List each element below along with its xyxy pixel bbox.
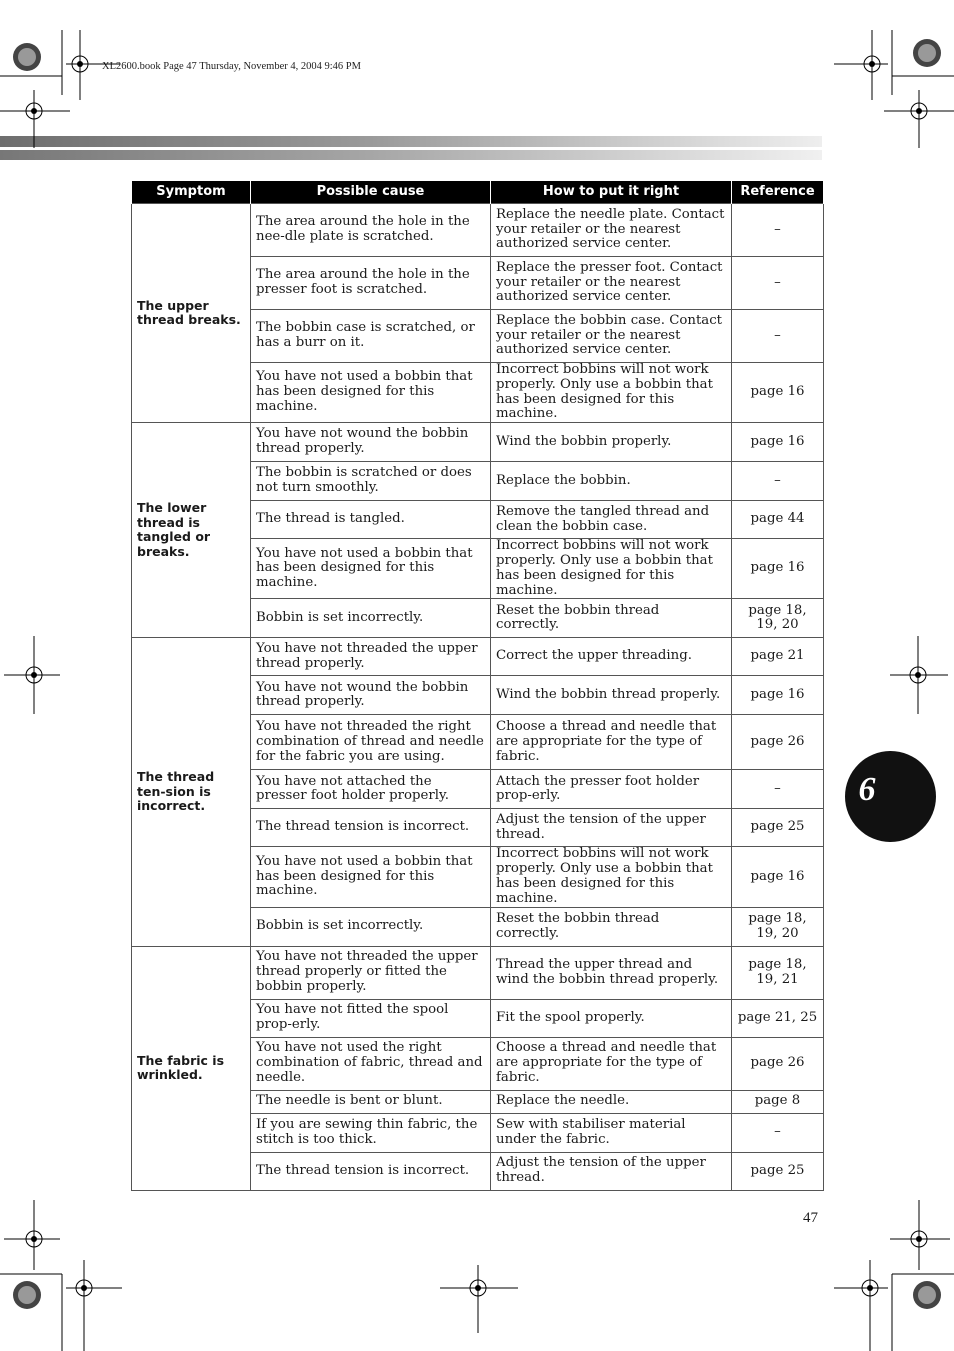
header-symptom: Symptom [132, 181, 251, 204]
reference-cell: – [732, 257, 824, 310]
table-row [132, 946, 824, 999]
cause-cell: The thread is tangled. [251, 501, 491, 539]
reference-cell: – [732, 462, 824, 501]
fix-cell: Replace the needle. [491, 1090, 732, 1113]
table-header-row [132, 181, 824, 204]
cause-cell: The area around the hole in the nee-dle plate is scratched. [251, 204, 491, 257]
cause-cell: You have not threaded the upper thread properly. [251, 638, 491, 676]
fix-cell: Incorrect bobbins will not work properly. Only use a bobbin that has been designed for this machine. [491, 847, 732, 907]
fix-cell: Adjust the tension of the upper thread. [491, 809, 732, 847]
fix-cell: Incorrect bobbins will not work properly. Only use a bobbin that has been designed for this machine. [491, 539, 732, 599]
reference-cell: page 21, 25 [732, 999, 824, 1037]
registration-mark-top-right [814, 30, 954, 160]
registration-mark-bottom-center [440, 1265, 520, 1335]
fix-cell: Attach the presser foot holder prop-erly. [491, 770, 732, 809]
fix-cell: Choose a thread and needle that are appropriate for the type of fabric. [491, 1037, 732, 1090]
fix-cell: Incorrect bobbins will not work properly. Only use a bobbin that has been designed for this machine. [491, 363, 732, 423]
symptom-upper-thread-breaks: The upper thread breaks. [132, 204, 251, 423]
registration-mark-bottom-left [0, 1200, 140, 1351]
cause-cell: You have not threaded the upper thread properly or fitted the bobbin properly. [251, 946, 491, 999]
cause-cell: The needle is bent or blunt. [251, 1090, 491, 1113]
reference-cell: page 8 [732, 1090, 824, 1113]
fix-cell: Fit the spool properly. [491, 999, 732, 1037]
fix-cell: Sew with stabiliser material under the fabric. [491, 1113, 732, 1152]
symptom-thread-tension-incorrect: The thread ten-sion is incorrect. [132, 638, 251, 946]
reference-cell: page 25 [732, 1152, 824, 1190]
reference-cell: page 18, 19, 20 [732, 907, 824, 946]
fix-cell: Wind the bobbin thread properly. [491, 676, 732, 715]
cause-cell: You have not used a bobbin that has been designed for this machine. [251, 539, 491, 599]
reference-cell: page 16 [732, 676, 824, 715]
cause-cell: You have not used the right combination of fabric, thread and needle. [251, 1037, 491, 1090]
fix-cell: Reset the bobbin thread correctly. [491, 599, 732, 638]
reference-cell: page 16 [732, 539, 824, 599]
registration-mark-top-left [0, 30, 140, 160]
cause-cell: Bobbin is set incorrectly. [251, 907, 491, 946]
fix-cell: Remove the tangled thread and clean the bobbin case. [491, 501, 732, 539]
header-reference: Reference [732, 181, 824, 204]
reference-cell: page 21 [732, 638, 824, 676]
fix-cell: Replace the bobbin case. Contact your retailer or the nearest authorized service center. [491, 310, 732, 363]
reference-cell: – [732, 310, 824, 363]
troubleshooting-table [131, 181, 824, 1191]
reference-cell: page 16 [732, 363, 824, 423]
print-header: XL2600.book Page 47 Thursday, November 4, 2004 9:46 PM [102, 61, 361, 72]
cause-cell: You have not used a bobbin that has been designed for this machine. [251, 847, 491, 907]
reference-cell: – [732, 1113, 824, 1152]
reference-cell: – [732, 204, 824, 257]
cause-cell: You have not used a bobbin that has been designed for this machine. [251, 363, 491, 423]
cause-cell: You have not threaded the right combination of thread and needle for the fabric you are using. [251, 715, 491, 770]
reference-cell: – [732, 770, 824, 809]
fix-cell: Reset the bobbin thread correctly. [491, 907, 732, 946]
fix-cell: Replace the bobbin. [491, 462, 732, 501]
fix-cell: Thread the upper thread and wind the bobbin thread properly. [491, 946, 732, 999]
cause-cell: You have not attached the presser foot holder properly. [251, 770, 491, 809]
header-how-to-put-it-right: How to put it right [491, 181, 732, 204]
cause-cell: Bobbin is set incorrectly. [251, 599, 491, 638]
reference-cell: page 44 [732, 501, 824, 539]
cause-cell: You have not wound the bobbin thread properly. [251, 676, 491, 715]
fix-cell: Choose a thread and needle that are appropriate for the type of fabric. [491, 715, 732, 770]
registration-mark-bottom-right [814, 1200, 954, 1351]
reference-cell: page 18, 19, 20 [732, 599, 824, 638]
chapter-number: 6 [858, 771, 876, 808]
reference-cell: page 25 [732, 809, 824, 847]
registration-mark-left [0, 636, 60, 716]
fix-cell: Wind the bobbin properly. [491, 423, 732, 462]
chapter-tab [845, 751, 936, 842]
cause-cell: You have not wound the bobbin thread properly. [251, 423, 491, 462]
table-row [132, 204, 824, 257]
table-row [132, 638, 824, 676]
cause-cell: The thread tension is incorrect. [251, 1152, 491, 1190]
reference-cell: page 26 [732, 1037, 824, 1090]
cause-cell: The area around the hole in the presser foot is scratched. [251, 257, 491, 310]
header-possible-cause: Possible cause [251, 181, 491, 204]
reference-cell: page 18, 19, 21 [732, 946, 824, 999]
fix-cell: Replace the presser foot. Contact your retailer or the nearest authorized service center. [491, 257, 732, 310]
fix-cell: Correct the upper threading. [491, 638, 732, 676]
table-row [132, 423, 824, 462]
cause-cell: If you are sewing thin fabric, the stitch is too thick. [251, 1113, 491, 1152]
reference-cell: page 16 [732, 423, 824, 462]
reference-cell: page 26 [732, 715, 824, 770]
symptom-lower-thread-tangled: The lower thread is tangled or breaks. [132, 423, 251, 638]
fix-cell: Adjust the tension of the upper thread. [491, 1152, 732, 1190]
symptom-fabric-wrinkled: The fabric is wrinkled. [132, 946, 251, 1190]
cause-cell: You have not fitted the spool prop-erly. [251, 999, 491, 1037]
cause-cell: The thread tension is incorrect. [251, 809, 491, 847]
registration-mark-right [890, 636, 950, 716]
cause-cell: The bobbin is scratched or does not turn smoothly. [251, 462, 491, 501]
reference-cell: page 16 [732, 847, 824, 907]
page-number: 47 [803, 1210, 818, 1226]
cause-cell: The bobbin case is scratched, or has a burr on it. [251, 310, 491, 363]
fix-cell: Replace the needle plate. Contact your retailer or the nearest authorized service center. [491, 204, 732, 257]
